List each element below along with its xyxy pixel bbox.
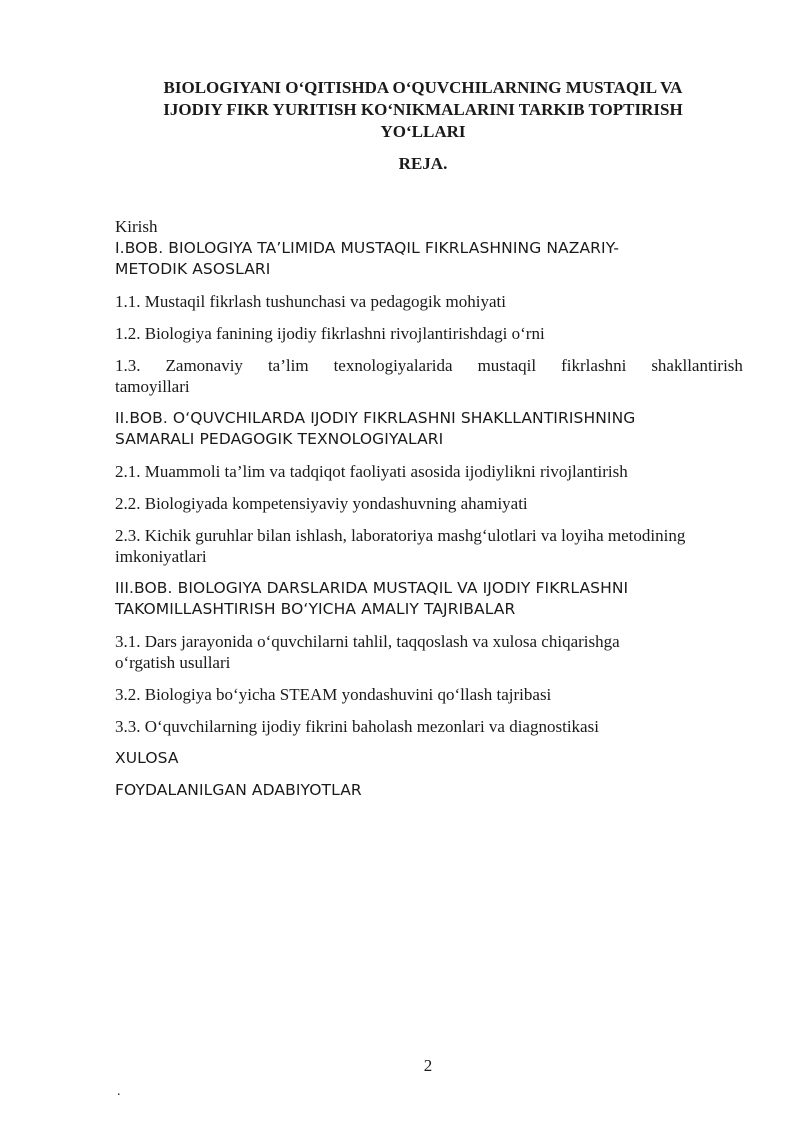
toc-chapter-1-line-1: I.BOB. BIOLOGIYA TA’LIMIDA MUSTAQIL FIKRLASHNING NAZARIY- [115,239,620,257]
toc-section-1-3-line-1 [115,355,743,376]
toc-section-3-1-line-1: 3.1. Dars jarayonida o‘quvchilarni tahlil, taqqoslash va xulosa chiqarishga [115,632,620,651]
toc-references: FOYDALANILGAN ADABIYOTLAR [115,781,362,799]
toc-section-3-3: 3.3. O‘quvchilarning ijodiy fikrini baholash mezonlari va diagnostikasi [115,717,599,736]
title-line-3: YO‘LLARI [380,122,466,141]
toc-conclusion: XULOSA [115,749,179,767]
toc-section-1-3-word: mustaqil [477,356,537,375]
toc-chapter-1 [115,238,743,280]
toc-section-1-3-word: fikrlashni [561,356,627,375]
toc-chapter-2 [115,408,743,450]
toc-section-2-3 [115,525,743,567]
toc-section-1-3-line-2: tamoyillari [115,377,190,396]
title-line-2: IJODIY FIKR YURITISH KO‘NIKMALARINI TARKIB TOPTIRISH [163,100,683,119]
toc-chapter-2-line-1: II.BOB. O‘QUVCHILARDA IJODIY FIKRLASHNI SHAKLLANTIRISHNING [115,409,636,427]
toc-chapter-1-line-2: METODIK ASOSLARI [115,260,271,278]
title-line-1: BIOLOGIYANI O‘QITISHDA O‘QUVCHILARNING MUSTAQIL VA [163,78,683,97]
toc-section-1-3-word: texnologiyalarida [333,356,453,375]
toc-chapter-3-line-1: III.BOB. BIOLOGIYA DARSLARIDA MUSTAQIL VA IJODIY FIKRLASHNI [115,579,629,597]
toc-section-2-3-line-2: imkoniyatlari [115,547,207,566]
toc-section-1-1: 1.1. Mustaqil fikrlash tushunchasi va pedagogik mohiyati [115,292,506,311]
toc-section-1-3 [115,355,743,397]
toc-chapter-3 [115,578,743,620]
toc-section-2-1: 2.1. Muammoli ta’lim va tadqiqot faoliyati asosida ijodiylikni rivojlantirish [115,462,628,481]
toc-introduction: Kirish [115,217,158,236]
document-title [120,77,726,143]
toc-section-3-1 [115,631,743,673]
toc-section-1-3-word: shakllantirish [651,356,743,375]
toc-chapter-3-line-2: TAKOMILLASHTIRISH BO‘YICHA AMALIY TAJRIBALAR [115,600,516,618]
toc-section-3-2: 3.2. Biologiya bo‘yicha STEAM yondashuvini qo‘llash tajribasi [115,685,552,704]
toc-section-1-3-word: 1.3. [115,356,141,375]
toc-section-1-2: 1.2. Biologiya fanining ijodiy fikrlashni rivojlantirishdagi o‘rni [115,324,545,343]
page-number: 2 [423,1056,433,1075]
toc-section-2-3-line-1: 2.3. Kichik guruhlar bilan ishlash, laboratoriya mashg‘ulotlari va loyiha metodining [115,526,686,545]
toc-section-2-2: 2.2. Biologiyada kompetensiyaviy yondashuvning ahamiyati [115,494,528,513]
toc-section-3-1-line-2: o‘rgatish usullari [115,653,231,672]
toc-section-1-3-word: ta’lim [267,356,309,375]
footer-mark: . [117,1084,121,1099]
table-of-contents [115,216,743,801]
toc-section-1-3-word: Zamonaviy [165,356,243,375]
toc-chapter-2-line-2: SAMARALI PEDAGOGIK TEXNOLOGIYALARI [115,430,444,448]
plan-heading: REJA. [398,154,448,173]
